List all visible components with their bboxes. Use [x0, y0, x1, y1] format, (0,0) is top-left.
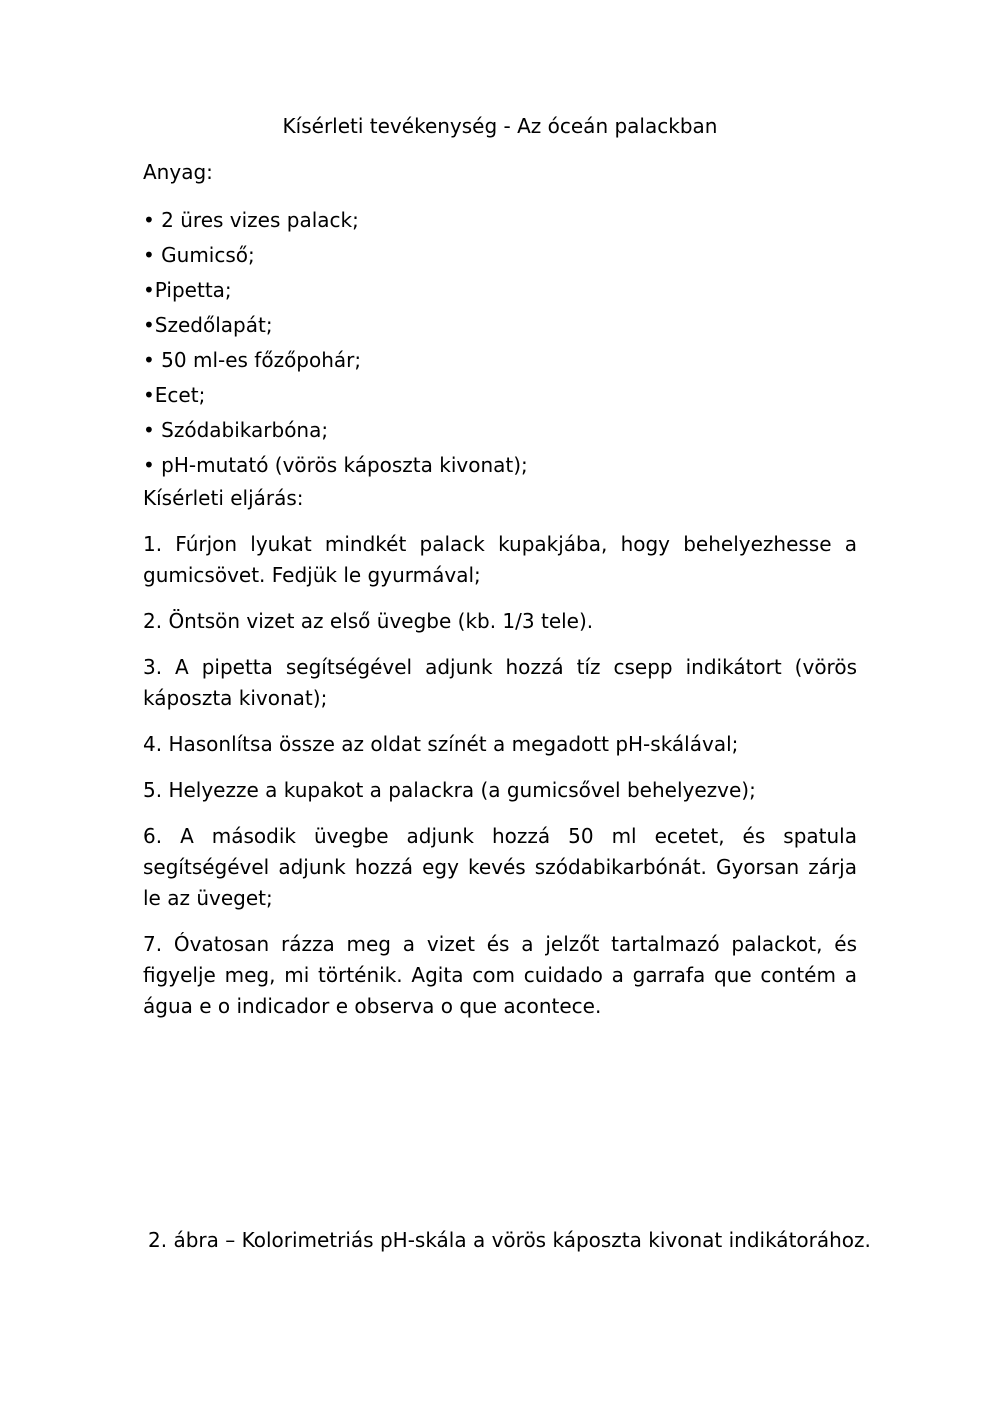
- procedure-step: 7. Óvatosan rázza meg a vizet és a jelzőt tartalmazó palackot, és figyelje meg, mi történik. Agita com cuidado a garrafa que contém a água e o indicador e observa o que acontece.: [143, 932, 857, 1018]
- procedure-heading: Kísérleti eljárás:: [143, 486, 304, 510]
- materials-heading: Anyag:: [143, 160, 213, 184]
- procedure-step: 6. A második üvegbe adjunk hozzá 50 ml ecetet, és spatula segítségével adjunk hozzá egy kevés szódabikarbónát. Gyorsan zárja le az üveget;: [143, 824, 857, 910]
- procedure-step: 4. Hasonlítsa össze az oldat színét a megadott pH-skálával;: [143, 732, 739, 756]
- material-item: • pH-mutató (vörös káposzta kivonat);: [143, 453, 528, 477]
- procedure-step: 1. Fúrjon lyukat mindkét palack kupakjába, hogy behelyezhesse a gumicsövet. Fedjük le gyurmával;: [143, 532, 857, 587]
- figure-caption: 2. ábra – Kolorimetriás pH-skála a vörös káposzta kivonat indikátorához.: [148, 1228, 871, 1252]
- procedure-step: 5. Helyezze a kupakot a palackra (a gumicsővel behelyezve);: [143, 778, 756, 802]
- material-item: •Szedőlapát;: [143, 313, 273, 337]
- material-item: • Gumicső;: [143, 243, 255, 267]
- material-item: • 50 ml-es főzőpohár;: [143, 348, 362, 372]
- material-item: • 2 üres vizes palack;: [143, 208, 359, 232]
- materials-list: [143, 203, 857, 483]
- material-item: •Ecet;: [143, 383, 206, 407]
- material-item: • Szódabikarbóna;: [143, 418, 329, 442]
- procedure-step: 2. Öntsön vizet az első üvegbe (kb. 1/3 tele).: [143, 609, 594, 633]
- procedure-step: 3. A pipetta segítségével adjunk hozzá tíz csepp indikátort (vörös káposzta kivonat);: [143, 655, 857, 710]
- document-title: Kísérleti tevékenység - Az óceán palackban: [282, 114, 718, 138]
- material-item: •Pipetta;: [143, 278, 232, 302]
